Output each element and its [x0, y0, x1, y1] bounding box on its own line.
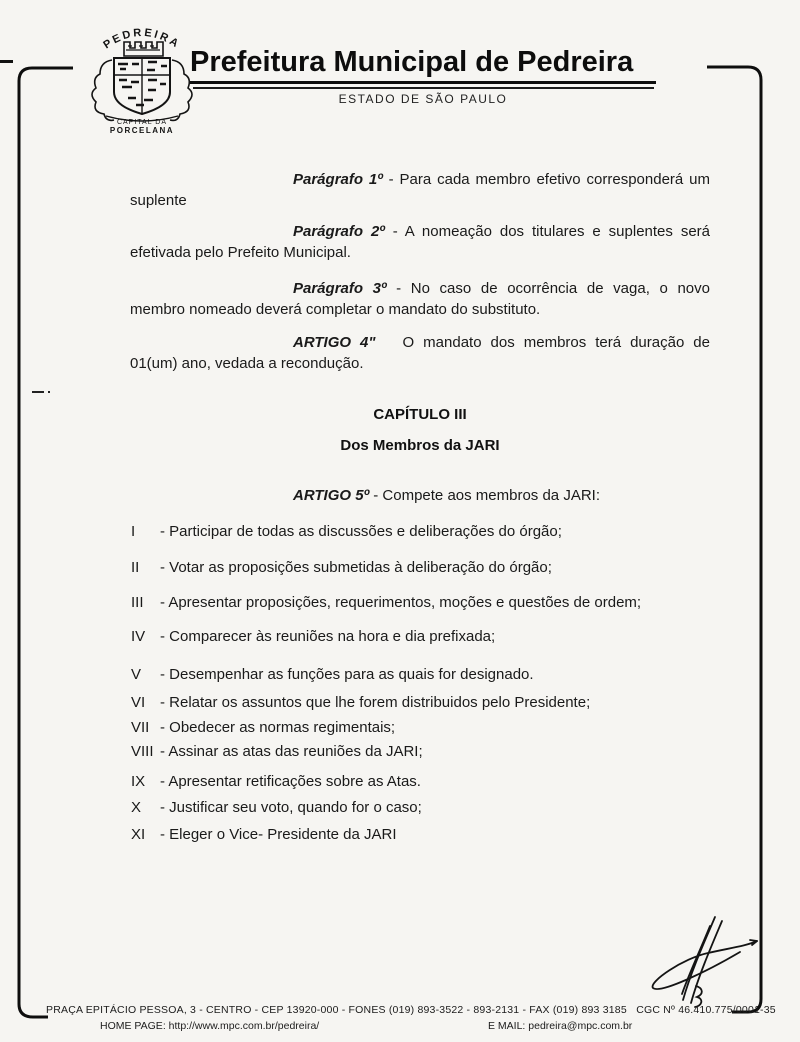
footer-homepage: HOME PAGE: http://www.mpc.com.br/pedreira/: [100, 1020, 320, 1032]
paragraph-1-text: Para cada membro efetivo corresponderá um suplente: [130, 171, 710, 209]
handwritten-signature: [636, 910, 768, 1008]
item-numeral: VI: [131, 694, 146, 711]
page-subtitle: ESTADO DE SÃO PAULO: [338, 92, 508, 106]
paragraph-3-text: No caso de ocorrência de vaga, o novo membro nomeado deverá completar o mandato do substituto.: [130, 280, 710, 318]
municipal-crest-icon: [78, 12, 206, 140]
paragraph-2-label: Parágrafo 2º: [293, 223, 385, 240]
item-text: - Obedecer as normas regimentais;: [160, 719, 396, 736]
paragraph-1-label: Parágrafo 1º: [293, 171, 383, 188]
item-numeral: I: [131, 523, 136, 540]
paragraph-3-label: Parágrafo 3º: [293, 280, 387, 297]
paragraph-1-sep: -: [382, 171, 400, 188]
list-item: [131, 692, 721, 713]
item-numeral: IV: [131, 628, 146, 645]
chapter-subheading: Dos Membros da JARI: [340, 437, 500, 454]
item-text: - Apresentar proposições, requerimentos, moções e questões de ordem;: [160, 594, 642, 611]
artigo-5-text: Compete aos membros da JARI:: [382, 487, 600, 504]
artigo-4-label: ARTIGO 4": [293, 334, 376, 351]
item-text: - Eleger o Vice- Presidente da JARI: [160, 826, 397, 843]
item-text: - Participar de todas as discussões e deliberações do órgão;: [160, 523, 562, 540]
list-item: [131, 626, 721, 647]
item-numeral: IX: [131, 773, 146, 790]
list-item: [131, 521, 721, 542]
title-underline-thin: [193, 87, 654, 89]
crest-banner-line2: PORCELANA: [109, 126, 175, 135]
item-numeral: II: [131, 559, 140, 576]
member-duties-list: [131, 521, 721, 845]
artigo-4-sep: [376, 334, 403, 351]
chapter-heading: CAPÍTULO III: [373, 406, 467, 423]
artigo-4-text: O mandato dos membros terá duração de 01(um) ano, vedada a recondução.: [130, 334, 710, 372]
item-text: - Apresentar retificações sobre as Atas.: [160, 773, 421, 790]
footer-address-line: PRAÇA EPITÁCIO PESSOA, 3 - CENTRO - CEP 13920-000 - FONES (019) 893-3522 - 893-2131 - FAX (019) 893 3185 CGC Nº 46.410.775/0001-35: [46, 1004, 776, 1016]
list-item: [131, 717, 721, 738]
item-numeral: X: [131, 799, 142, 816]
list-item: [131, 592, 721, 613]
item-text: - Assinar as atas das reuniões da JARI;: [160, 743, 423, 760]
item-numeral: V: [131, 666, 142, 683]
list-item: [131, 664, 721, 685]
paragraph-3-sep: -: [386, 280, 411, 297]
item-text: - Justificar seu voto, quando for o caso;: [160, 799, 422, 816]
crest-arc-text: PEDREIRA: [101, 26, 183, 52]
scan-artifact-dot: [48, 391, 50, 393]
paragraph-1: [130, 170, 710, 211]
list-item: [131, 824, 721, 845]
item-text: - Votar as proposições submetidas à deliberação do órgão;: [160, 559, 552, 576]
artigo-5-sep: -: [369, 487, 383, 504]
item-text: - Comparecer às reuniões na hora e dia prefixada;: [160, 628, 496, 645]
page-title: Prefeitura Municipal de Pedreira: [190, 46, 634, 78]
scan-artifact-dash: [0, 60, 13, 63]
item-numeral: VII: [131, 719, 150, 736]
paragraph-2-text: A nomeação dos titulares e suplentes será efetivada pelo Prefeito Municipal.: [130, 223, 710, 261]
crest-banner-line1: CAPITAL DA: [116, 119, 168, 126]
item-numeral: III: [131, 594, 144, 611]
footer-email: E MAIL: pedreira@mpc.com.br: [488, 1020, 633, 1032]
list-item: [131, 797, 721, 818]
item-numeral: VIII: [131, 743, 154, 760]
paragraph-2-sep: -: [384, 223, 405, 240]
paragraph-2: [130, 222, 710, 263]
title-underline-thick: [190, 81, 656, 84]
item-numeral: XI: [131, 826, 146, 843]
paragraph-3: [130, 279, 710, 320]
item-text: - Desempenhar as funções para as quais for designado.: [160, 666, 534, 683]
scan-artifact-tick: [32, 391, 44, 393]
list-item: [131, 741, 721, 762]
list-item: [131, 771, 721, 792]
artigo-5-label: ARTIGO 5º: [293, 487, 370, 504]
list-item: [131, 557, 721, 578]
artigo-5: [130, 486, 710, 507]
item-text: - Relatar os assuntos que lhe forem distribuidos pelo Presidente;: [160, 694, 591, 711]
artigo-4: [130, 333, 710, 374]
